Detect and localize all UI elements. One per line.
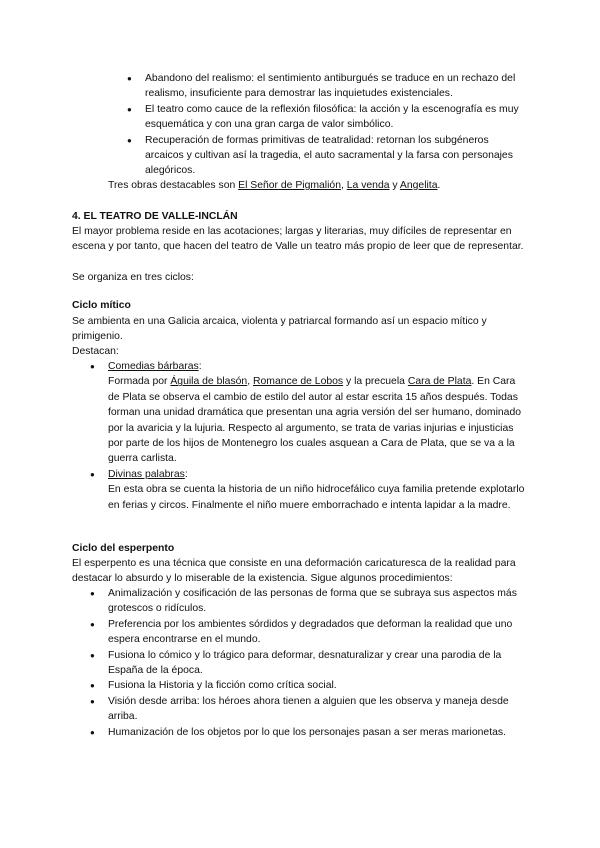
list-item: ● Recuperación de formas primitivas de teatralidad: retornan los subgéneros arcaicos y cultivan así la tragedia, el auto sacramental y la farsa con personajes alegóricos. xyxy=(127,134,513,177)
bullet-icon: ● xyxy=(90,469,95,479)
bullet-icon: ● xyxy=(90,619,95,629)
procedimientos-list xyxy=(90,586,528,740)
paragraph: El esperpento es una técnica que consiste en una deformación caricaturesca de la realidad para destacar lo absurdo y lo miserable de la existencia. Sigue algunos procedimientos: xyxy=(72,558,516,585)
list-item: ● Abandono del realismo: el sentimiento antiburgués se traduce en un rechazo del realismo, insuficiente para demostrar las inquietudes existenciales. xyxy=(127,73,516,100)
bullet-icon: ● xyxy=(90,650,95,660)
work-link[interactable]: Divinas palabras xyxy=(108,468,185,480)
list-item: ● Visión desde arriba: los héroes ahora tienen a alguien que les observa y maneja desde arriba. xyxy=(90,695,509,723)
bullet-icon: ● xyxy=(90,589,95,598)
work-link[interactable]: Angelita xyxy=(399,180,438,191)
bullet-icon: ● xyxy=(90,362,95,371)
list-item: ● Comedias bárbaras: Formada por Águila de blasón, Romance de Lobos y la precuela Cara de Plata. En Cara de Plata se observa el cambio de estilo del autor al estar escrita 15 años después. Todas forman una unidad dramática que presentan una agria versión del ser humano, dominado por la avaricia y la lujuria. Respecto al argumento, se trata de varias injurias e injusticias por parte de los hijos de Montenegro los cuales asquean a Cara de Plata, que se va a la guerra carlista. xyxy=(108,359,528,467)
paragraph: Se ambienta en una Galicia arcaica, violenta y patriarcal formando así un espacio mítico y primigenio. xyxy=(72,316,487,343)
obras-list xyxy=(90,359,528,513)
bullet-icon: ● xyxy=(90,727,95,737)
bullet-icon: ● xyxy=(90,681,95,691)
list-item: ● Fusiona lo cómico y lo trágico para deformar, desnaturalizar y crear una parodia de la España de la época. xyxy=(90,649,502,677)
work-link[interactable]: Águila de blasón xyxy=(170,376,248,388)
paragraph: Se organiza en tres ciclos: xyxy=(72,272,194,283)
list-item: ● Animalización y cosificación de las personas de forma que se subraya sus aspectos más grotescos o ridículos. xyxy=(90,588,517,615)
list-item: ● Humanización de los objetos por lo que los personajes pasan a ser meras marionetas. xyxy=(108,725,528,740)
bullet-icon: ● xyxy=(90,696,95,706)
work-link[interactable]: Romance de Lobos xyxy=(253,376,344,388)
subsection-heading: Ciclo mítico xyxy=(72,300,131,311)
intro-bullet-list xyxy=(127,71,525,179)
item-description: En esta obra se cuenta la historia de un niño hidrocefálico cuya familia pretende explotarlo en ferias y circos. Finalmente el niño muere emborrachado e intenta lapidar a la madre. xyxy=(108,484,525,511)
work-link[interactable]: El Señor de Pigmalión xyxy=(238,180,341,191)
section-heading: 4. EL TEATRO DE VALLE-INCLÁN xyxy=(72,211,238,222)
list-item: ● Fusiona la Historia y la ficción como crítica social. xyxy=(108,678,528,693)
work-link[interactable]: Comedias bárbaras xyxy=(108,361,199,372)
list-item: ● El teatro como cauce de la reflexión filosófica: la acción y la escenografía es muy esquemática y con una gran carga de valor simbólico. xyxy=(127,103,519,131)
list-item: ● Preferencia por los ambientes sórdidos y degradados que deforman la realidad que uno espera encontrarse en el mundo. xyxy=(90,618,513,646)
work-link[interactable]: Cara de Plata xyxy=(407,376,472,388)
paragraph: Destacan: xyxy=(72,346,119,357)
bullet-icon: ● xyxy=(127,135,132,145)
work-link[interactable]: La venda xyxy=(346,180,390,191)
subsection-heading: Ciclo del esperpento xyxy=(72,543,175,554)
bullet-icon: ● xyxy=(127,104,132,114)
paragraph: El mayor problema reside en las acotaciones; largas y literarias, muy difíciles de representar en escena y por tanto, que hacen del teatro de Valle un teatro más propio de leer que de representar. xyxy=(72,226,524,253)
list-item: ● Divinas palabras: En esta obra se cuenta la historia de un niño hidrocefálico cuya familia pretende explotarlo en ferias y circos. Finalmente el niño muere emborrachado e intenta lapidar a la madre. xyxy=(108,467,528,513)
bullet-icon: ● xyxy=(127,74,132,83)
three-works-line: Tres obras destacables son El Señor de Pigmalión, La venda y Angelita. xyxy=(108,180,441,191)
item-description: Formada por Águila de blasón, Romance de Lobos y la precuela Cara de Plata. En Cara de Plata se observa el cambio de estilo del autor al estar escrita 15 años después. Todas forman una unidad dramática que presentan una agria versión del ser humano, dominado por la avaricia y la lujuria. Respecto al argumento, se trata de varias injurias e injusticias por parte de los hijos de Montenegro los cuales asquean a Cara de Plata, que se va a la guerra carlista. xyxy=(108,376,522,465)
